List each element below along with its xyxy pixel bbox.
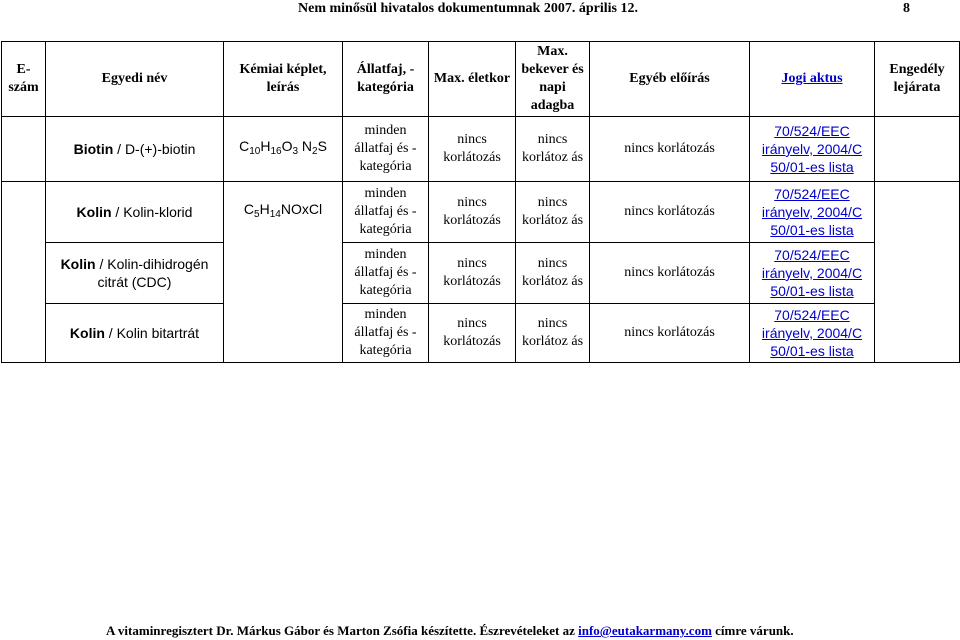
cell-legal-act-link[interactable]: 70/524/EEC irányelv, 2004/C 50/01-es lista [750,182,875,243]
table-row [2,117,960,182]
substance-variant: / Kolin-klorid [111,204,193,220]
cell-other: nincs korlátozás [590,117,750,182]
cell-max-age: nincs korlátozás [429,117,516,182]
cell-other: nincs korlátozás [590,304,750,363]
document-title: Nem minősül hivatalos dokumentumnak 2007. április 12. [298,1,638,16]
cell-formula: $C_5H_{14}NOxCl$ [224,182,343,243]
col-header-other: Egyéb előírás [590,42,750,117]
col-header-expiry: Engedély lejárata [875,42,960,117]
page-footer [0,622,960,640]
cell-expiry [875,182,960,363]
cell-max-age: nincs korlátozás [429,304,516,363]
cell-species: minden állatfaj és -kategória [343,304,429,363]
cell-max-age: nincs korlátozás [429,243,516,304]
table-header-row [2,42,960,117]
col-header-name: Egyedi név [46,42,224,117]
vitamin-register-table [1,41,960,363]
cell-legal-act-link[interactable]: 70/524/EEC irányelv, 2004/C 50/01-es lista [750,117,875,182]
col-header-max-age: Max. életkor [429,42,516,117]
cell-species: minden állatfaj és -kategória [343,117,429,182]
footer-text: A vitaminregisztert Dr. Márkus Gábor és Marton Zsófia készítette. Észrevételeket az info@eutakarmany.com címre várunk. [106,623,794,638]
cell-species: minden állatfaj és -kategória [343,182,429,243]
substance-name: Kolin [69,325,105,341]
cell-name [46,182,224,243]
cell-name [46,243,224,304]
cell-max-dose: nincs korlátoz ás [516,117,590,182]
cell-legal-act-link[interactable]: 70/524/EEC irányelv, 2004/C 50/01-es lista [750,304,875,363]
col-header-max-dose: Max. bekever és napi adagba [516,42,590,117]
cell-name [46,117,224,182]
cell-other: nincs korlátozás [590,182,750,243]
substance-name: Kolin [60,256,96,272]
cell-eszam [2,117,46,182]
col-header-formula: Kémiai képlet, leírás [224,42,343,117]
page-number: 8 [903,1,910,16]
substance-variant: / Kolin-dihidrogén citrát (CDC) [95,256,209,290]
page-header [0,0,960,18]
email-link[interactable]: info@eutakarmany.com [578,623,712,638]
cell-formula [224,243,343,304]
cell-max-dose: nincs korlátoz ás [516,243,590,304]
cell-legal-act-link[interactable]: 70/524/EEC irányelv, 2004/C 50/01-es lista [750,243,875,304]
table-row [2,182,960,243]
table-row [2,243,960,304]
col-header-eszam: E-szám [2,42,46,117]
col-header-species: Állatfaj, -kategória [343,42,429,117]
cell-max-dose: nincs korlátoz ás [516,304,590,363]
cell-formula: $C_{10}H_{16}O_3$ $N_2S$ [224,117,343,182]
substance-name: Biotin [73,141,114,157]
substance-name: Kolin [76,204,112,220]
cell-name [46,304,224,363]
cell-other: nincs korlátozás [590,243,750,304]
cell-formula [224,304,343,363]
cell-expiry [875,117,960,182]
col-header-legal-act-link[interactable]: Jogi aktus [750,42,875,117]
cell-species: minden állatfaj és -kategória [343,243,429,304]
cell-eszam [2,182,46,363]
table-row [2,304,960,363]
cell-max-dose: nincs korlátoz ás [516,182,590,243]
substance-variant: / Kolin bitartrát [104,325,200,341]
cell-max-age: nincs korlátozás [429,182,516,243]
substance-variant: / D-(+)-biotin [113,141,196,157]
